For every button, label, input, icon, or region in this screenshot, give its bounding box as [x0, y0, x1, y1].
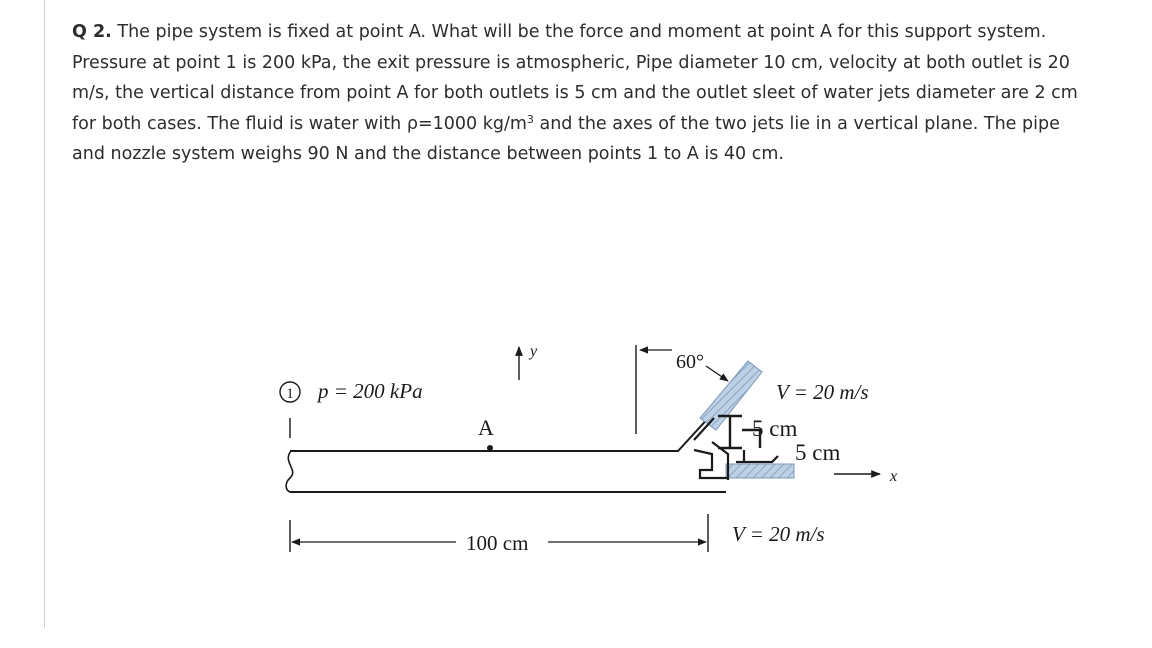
- question-number: Q 2.: [72, 22, 112, 42]
- pipe-diagram: [262, 330, 902, 570]
- question-line-5: and nozzle system weighs 90 N and the distance between points 1 to A is 40 cm.: [72, 144, 784, 164]
- lower-velocity-label: V = 20 m/s: [732, 522, 825, 546]
- point-1-label: 1: [286, 386, 294, 402]
- lower-offset-bracket: [736, 450, 778, 462]
- question-line-2: Pressure at point 1 is 200 kPa, the exit pressure is atmospheric, Pipe diameter 10 cm, velocity at both outlet is 20: [72, 52, 1070, 73]
- left-margin-rule: [44, 0, 45, 628]
- lower-water-jet: [726, 464, 794, 478]
- question-line-4: for both cases. The fluid is water with ρ=1000 $kg/m^3$ and the axes of the two jets lie in a vertical plane. The pipe: [72, 112, 1060, 134]
- question-text: [72, 17, 1082, 170]
- length-label: 100 cm: [466, 531, 529, 555]
- angle-label: 60°: [676, 351, 704, 373]
- question-line-3: m/s, the vertical distance from point A for both outlets is 5 cm and the outlet sleet of water jets diameter are 2 cm: [72, 83, 1078, 103]
- x-axis-label: x: [890, 468, 898, 485]
- y-axis-label: y: [530, 343, 538, 360]
- angle-pointer-arrow: [706, 366, 728, 381]
- point-A-label: A: [478, 415, 494, 440]
- question-line-1: Q 2. The pipe system is fixed at point A. What will be the force and moment at point A for this support system.: [72, 22, 1047, 42]
- pipe-break-symbol: [286, 451, 294, 492]
- pipe-body: [290, 414, 728, 492]
- cubed-superscript: 3: [526, 112, 534, 126]
- upper-velocity-label: V = 20 m/s: [776, 380, 869, 404]
- pressure-label: p = 200 kPa: [318, 379, 423, 403]
- upper-offset-label: 5 cm: [752, 416, 798, 441]
- point-A-dot: [487, 445, 493, 451]
- lower-offset-label: 5 cm: [795, 440, 841, 465]
